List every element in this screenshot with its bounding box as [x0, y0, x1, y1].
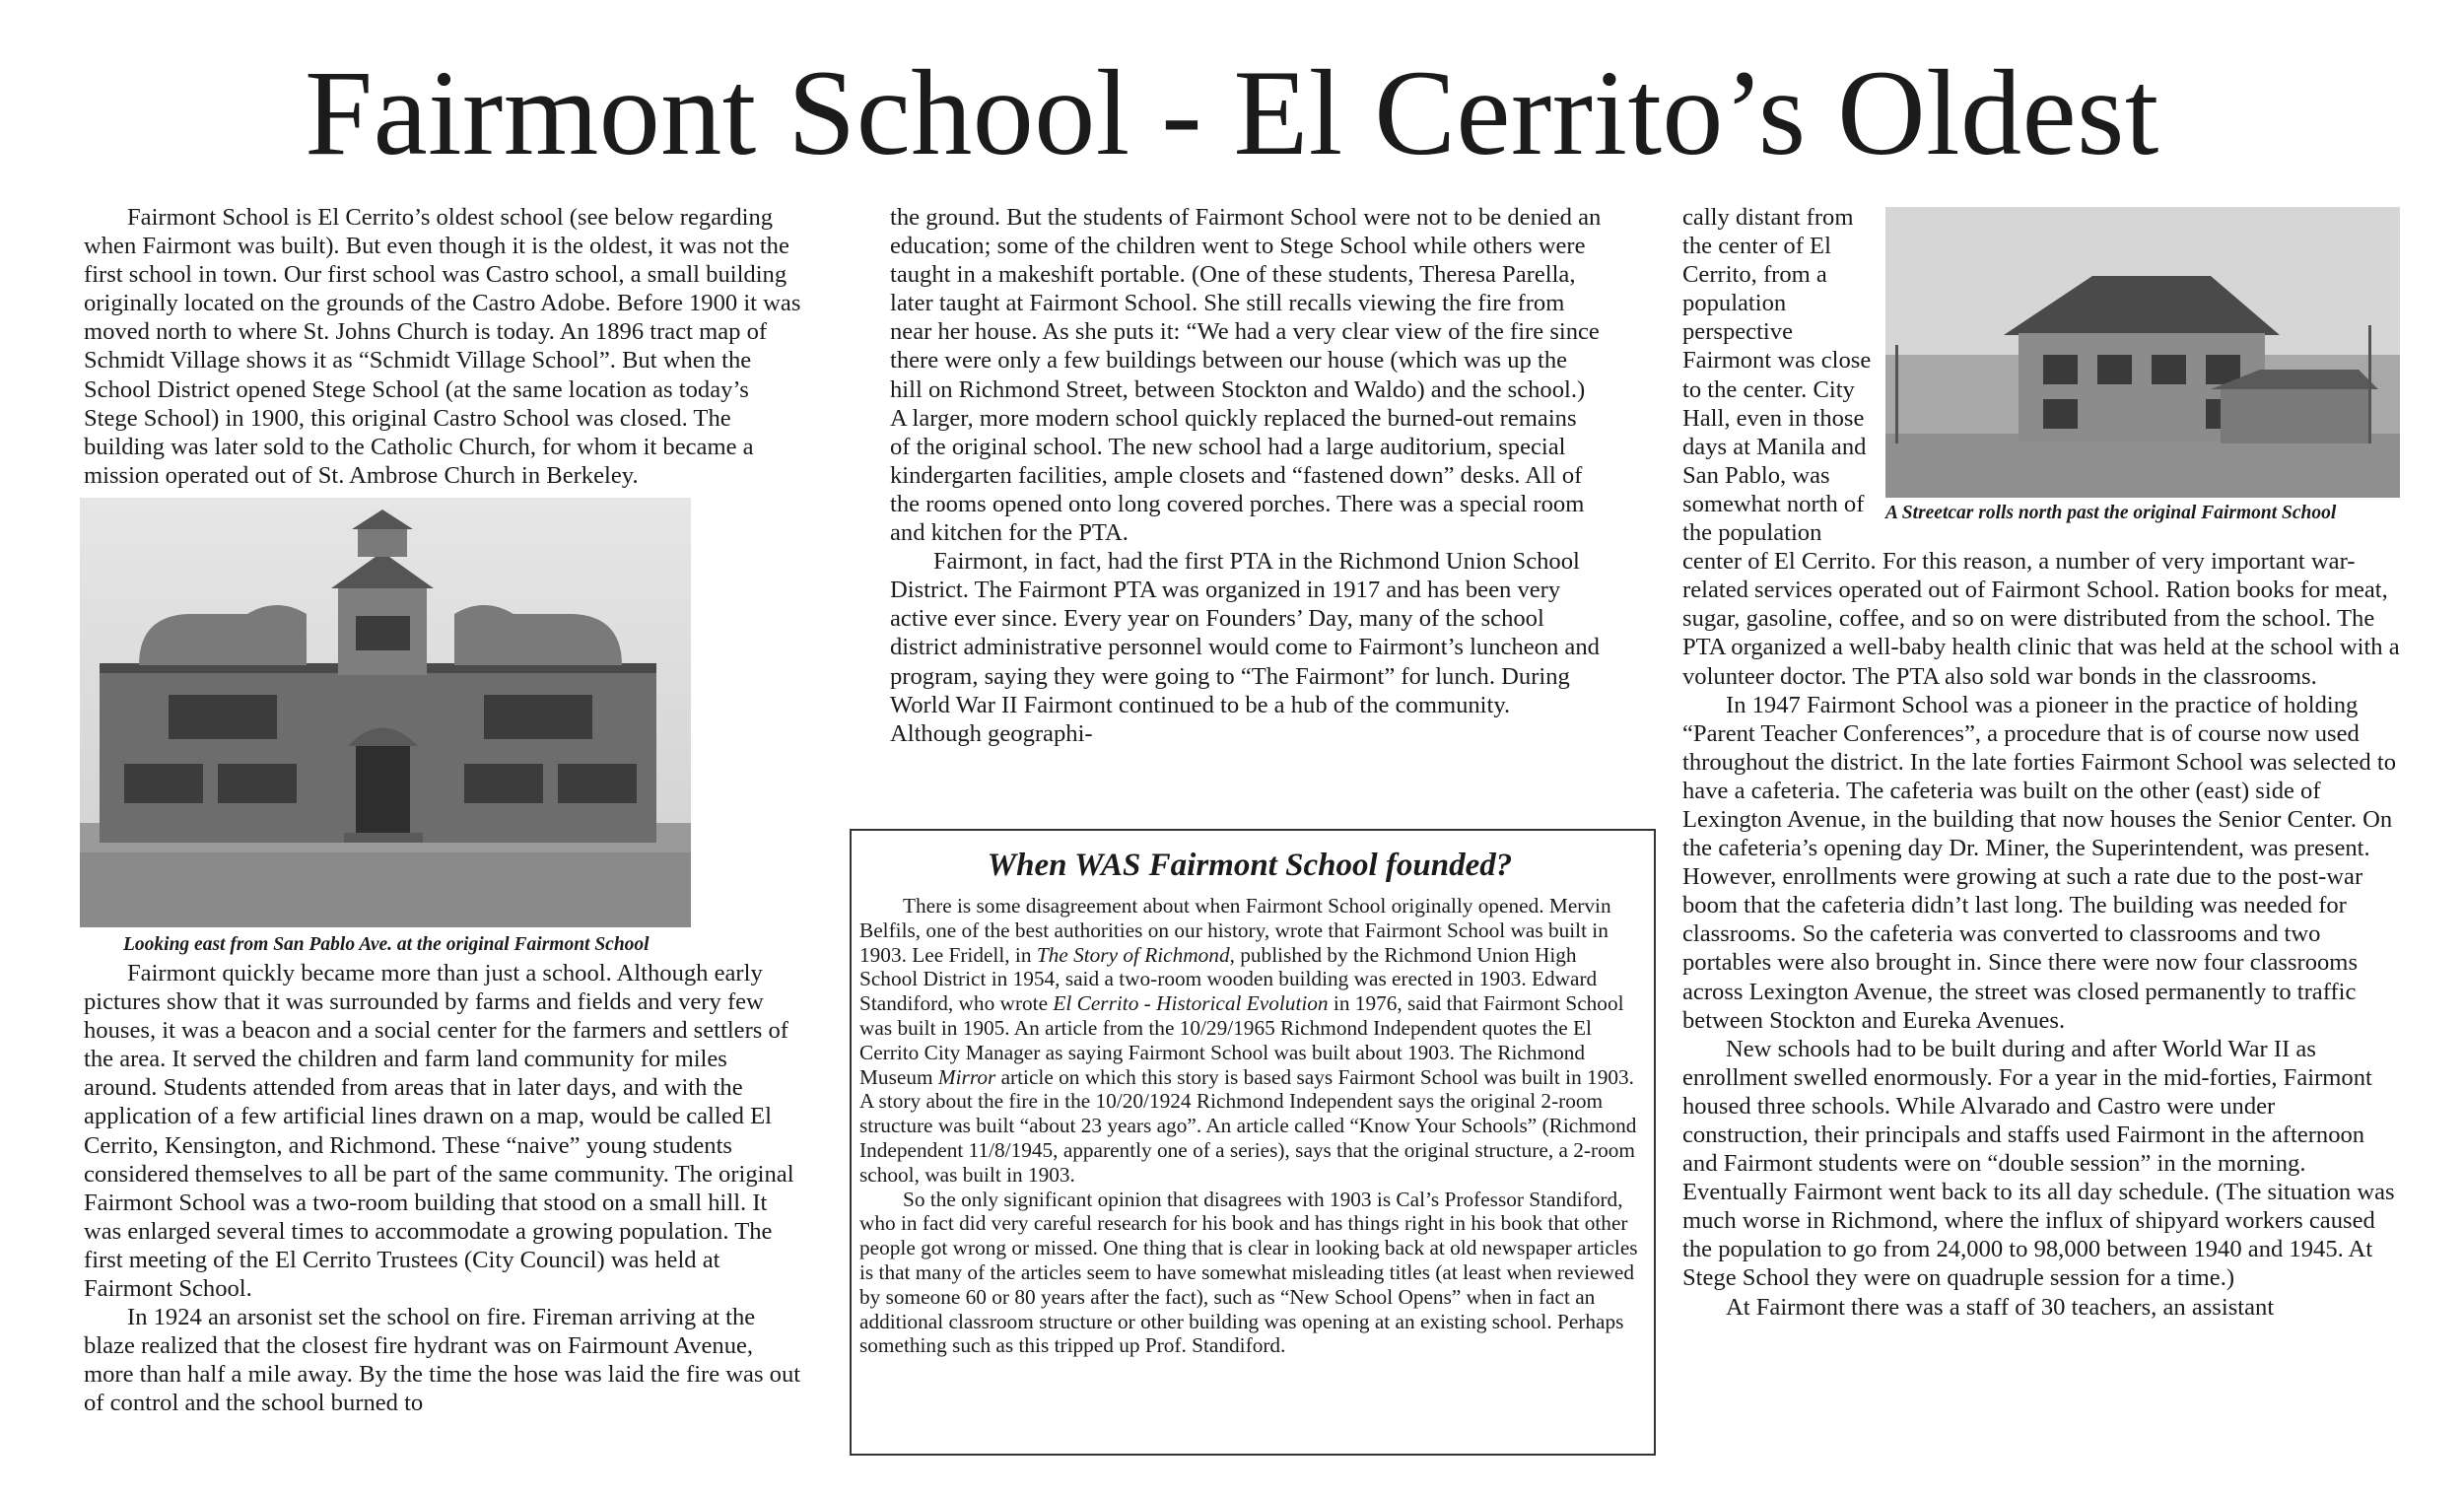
- col3-paragraph-4: At Fairmont there was a staff of 30 teachers, an assistant: [1726, 1293, 2275, 1321]
- sidebar-founding-box: [850, 829, 1656, 1456]
- sidebar-paragraph-2: So the only significant opinion that disagrees with 1903 is Cal’s Professor Standiford, who in fact did very careful research for his book and has things right in his book that other people got wrong or missed. One thing that is clear in looking back at old newspaper articles is that many of the articles seem to have somewhat misleading titles (at least when reviewed by someone 60 or 80 years after the fact), such as “New School Opens” when in fact an additional classroom structure or other building was opening at an existing school. Perhaps something such as this tripped up Prof. Standiford.: [859, 1187, 1638, 1358]
- streetcar-school-photo: [1885, 207, 2400, 498]
- col3-paragraph-2: In 1947 Fairmont School was a pioneer in the practice of holding “Parent Teacher Conferences”, a procedure that is of course now used throughout the district. In the late forties Fairmont School was selected to have a cafeteria. The cafeteria was built on the other (east) side of Lexington Avenue, in the building that now houses the Senior Center. On the cafeteria’s opening day Dr. Miner, the Superintendent, was present. However, enrollments were growing at such a rate due to the post-war boom that the cafeteria didn’t last long. The building was needed for classrooms. So the cafeteria was converted to classrooms and two portables were also brought in. Since there were now four classrooms across Lexington Avenue, the street was closed permanently to traffic between Stockton and Eureka Avenues.: [1682, 691, 2396, 1034]
- col1-paragraph-1: Fairmont School is El Cerrito’s oldest school (see below regarding when Fairmont was built). But even though it is the oldest, it was not the first school in town. Our first school was Castro school, a small building originally located on the grounds of the Castro Adobe. Before 1900 it was moved north to where St. Johns Church is today. An 1896 tract map of Schmidt Village shows it as “Schmidt Village School”. But when the School District opened Stege School (at the same location as today’s Stege School) in 1900, this original Castro School was closed. The building was later sold to the Catholic Church, for whom it became a mission operated out of St. Ambrose Church in Berkeley.: [84, 204, 801, 489]
- article-headline: Fairmont School - El Cerrito’s Oldest: [305, 45, 2159, 180]
- school-building-photo: [80, 498, 691, 927]
- col1-paragraph-3: In 1924 an arsonist set the school on fire. Fireman arriving at the blaze realized that the closest fire hydrant was on Fairmount Avenue, more than half a mile away. By the time the hose was laid the fire was out of control and the school burned to: [84, 1304, 801, 1417]
- column-left: [84, 203, 803, 1417]
- col3-paragraph-1: [1682, 203, 2400, 691]
- photo-original-school: [80, 498, 691, 957]
- photo-left-caption: Looking east from San Pablo Ave. at the original Fairmont School: [123, 933, 650, 955]
- col3-paragraph-1-text: cally distant from the center of El Cerrito, from a population perspective Fairmont was close to the center. City Hall, even in those days at Manila and San Pablo, was somewhat north of the population center of El Cerrito. For this reason, a number of very important war-related services operated out of Fairmont School. Ration books for meat, sugar, gasoline, coffee, and so on were distributed from the school. The PTA organized a well-baby health clinic that was held at the school with a volunteer doctor. The PTA also sold war bonds in the classrooms.: [1682, 204, 2400, 690]
- col2-paragraph-2: Fairmont, in fact, had the first PTA in the Richmond Union School District. The Fairmont PTA was organized in 1917 and has been very active ever since. Every year on Founders’ Day, many of the school district administrative personnel would come to Fairmont’s luncheon and program, saying they were going to “The Fairmont” for lunch. During World War II Fairmont continued to be a hub of the community. Although geographi-: [890, 548, 1600, 747]
- sidebar-title: When WAS Fairmont School founded?: [987, 848, 1513, 883]
- publication-mirror: Mirror: [937, 1064, 996, 1089]
- col1-paragraph-2-text: Fairmont quickly became more than just a school. Although early pictures show that it was surrounded by farms and fields and very few houses, it was a beacon and a social center for the farmers and settlers of the area. It served the children and farm land community for miles around. Students attended from areas that in later days, and with the application of a few artificial lines drawn on a map, would be called El Cerrito, Kensington, and Richmond. These “naive” young students considered themselves to all be part of the same community. The original Fairmont School was a two-room building that stood on a small hill. It was enlarged several times to accommodate a growing population. The first meeting of the El Cerrito Trustees (City Council) was held at Fairmont School.: [84, 959, 794, 1302]
- column-right: [1682, 203, 2400, 1322]
- photo-streetcar-school: [1885, 207, 2400, 525]
- photo-right-caption: A Streetcar rolls north past the original Fairmont School: [1885, 503, 2337, 523]
- sidebar-paragraph-1: There is some disagreement about when Fairmont School originally opened. Mervin Belfils, one of the best authorities on our history, wrote that Fairmont School was built in 1903. Lee Fridell, in The Story of Richmond, published by the Richmond Union High School District in 1954, said a two-room wooden building was erected in 1903. Edward Standiford, who wrote El Cerrito - Historical Evolution in 1976, said that Fairmont School was built in 1905. An article from the 10/29/1965 Richmond Independent quotes the El Cerrito City Manager as saying Fairmont School was built about 1903. The Richmond Museum Mirror article on which this story is based says Fairmont School was built in 1903. A story about the fire in the 10/20/1924 Richmond Independent says the original 2-room structure was built “about 23 years ago”. An article called “Know Your Schools” (Richmond Independent 11/8/1945, apparently one of a series), says that the original structure, a 2-room school, was built in 1903.: [859, 894, 1637, 1187]
- book-title-story-of-richmond: The Story of Richmond: [1036, 942, 1230, 967]
- col1-paragraph-2: [84, 490, 803, 1303]
- col2-paragraph-1: the ground. But the students of Fairmont School were not to be denied an education; some of the children went to Stege School while others were taught in a makeshift portable. (One of these students, Theresa Parella, later taught at Fairmont School. She still recalls viewing the fire from near her house. As she puts it: “We had a very clear view of the fire since there were only a few buildings between our house (which was up the hill on Richmond Street, between Stockton and Waldo) and the school.) A larger, more modern school quickly replaced the burned-out remains of the original school. The new school had a large auditorium, special kindergarten facilities, ample closets and “fastened down” desks. All of the rooms opened onto long covered porches. There was a special room and kitchen for the PTA.: [890, 204, 1602, 547]
- book-title-el-cerrito-historical-evolution: El Cerrito - Historical Evolution: [1053, 991, 1329, 1016]
- column-middle: [890, 203, 1602, 748]
- col3-paragraph-3: New schools had to be built during and after World War II as enrollment swelled enormously. For a year in the mid-forties, Fairmont housed three schools. While Alvarado and Castro were under construction, their principals and staffs used Fairmont in the afternoon and Fairmont students were on “double session” in the morning. Eventually Fairmont went back to its all day schedule. (The situation was much worse in Richmond, where the influx of shipyard workers caused the population to go from 24,000 to 98,000 between 1940 and 1945. At Stege School they were on quadruple session for a time.): [1682, 1035, 2395, 1292]
